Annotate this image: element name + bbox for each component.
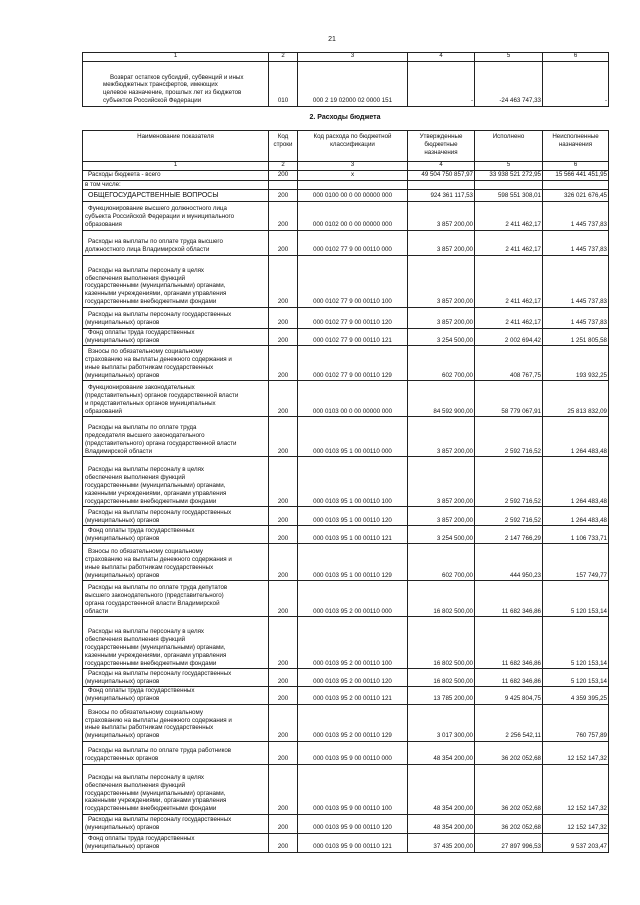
budget-classification-code: 000 0102 00 0 00 00000 000: [298, 201, 408, 230]
executed-amount: 2 411 462,17: [475, 230, 543, 255]
line-code: 200: [269, 544, 298, 581]
expense-row: [83, 230, 609, 255]
approved-amount: 16 802 500,00: [408, 669, 475, 687]
executed-amount: 36 202 052,68: [475, 814, 543, 833]
expense-row: [83, 255, 609, 307]
expense-row: [83, 581, 609, 617]
budget-classification-code: [298, 180, 408, 189]
indicator-name: Расходы на выплаты по оплате труда депутатов высшего законодательного (представительного) органа государственной власти Владимирской области: [83, 581, 269, 617]
header-indicator-name: Наименование показателя: [83, 131, 269, 162]
budget-classification-code: 000 0103 95 1 00 00110 100: [298, 457, 408, 507]
indicator-name: Расходы на выплаты персоналу в целях обеспечения выполнения функций государственными (муниципальными) органами, казенными учреждениями, органами управления государственными внебюджетными фондами: [83, 617, 269, 669]
approved-amount: 3 857 200,00: [408, 307, 475, 328]
executed-amount: 27 897 996,53: [475, 833, 543, 852]
expense-row: [83, 417, 609, 457]
approved-amount: 3 857 200,00: [408, 457, 475, 507]
executed-amount: [475, 180, 543, 189]
budget-classification-code: 000 0103 95 2 00 00110 121: [298, 687, 408, 705]
line-code: 200: [269, 417, 298, 457]
column-number: 5: [475, 53, 543, 62]
approved-amount: 3 254 500,00: [408, 526, 475, 544]
unexecuted-amount: 12 152 147,32: [543, 741, 609, 764]
indicator-name: Расходы на выплаты по оплате труда работников государственных органов: [83, 741, 269, 764]
indicator-name: Фонд оплаты труда государственных (муниципальных) органов: [83, 328, 269, 346]
budget-classification-code: 000 0102 77 9 00 00110 121: [298, 328, 408, 346]
unexecuted-amount: 15 566 441 451,95: [543, 171, 609, 181]
indicator-name: Расходы на выплаты персоналу государственных (муниципальных) органов: [83, 507, 269, 526]
approved-amount: [408, 180, 475, 189]
expense-row: [83, 457, 609, 507]
approved-amount: 3 254 500,00: [408, 328, 475, 346]
approved-amount: 48 354 200,00: [408, 814, 475, 833]
budget-classification-code: 000 0103 95 2 00 00110 100: [298, 617, 408, 669]
header-row: [83, 131, 609, 162]
indicator-name: Расходы на выплаты персоналу государственных (муниципальных) органов: [83, 307, 269, 328]
executed-amount: 2 592 716,52: [475, 457, 543, 507]
column-number: 2: [269, 162, 298, 171]
line-code: 200: [269, 255, 298, 307]
expense-row: [83, 201, 609, 230]
approved-amount: 602 700,00: [408, 544, 475, 581]
line-code: 200: [269, 617, 298, 669]
column-number-row: [83, 162, 609, 171]
unexecuted-amount: 12 152 147,32: [543, 814, 609, 833]
budget-classification-code: 000 0103 95 2 00 00110 129: [298, 704, 408, 741]
column-number: 4: [408, 53, 475, 62]
expense-row: [83, 180, 609, 189]
unexecuted-amount: 1 106 733,71: [543, 526, 609, 544]
indicator-name: Функционирование высшего должностного лица субъекта Российской Федерации и муниципального образования: [83, 201, 269, 230]
indicator-name: Фонд оплаты труда государственных (муниципальных) органов: [83, 526, 269, 544]
unexecuted-amount: 9 537 203,47: [543, 833, 609, 852]
executed-amount: 2 411 462,17: [475, 307, 543, 328]
executed-amount: 36 202 052,68: [475, 741, 543, 764]
executed-amount: 33 938 521 272,95: [475, 171, 543, 181]
indicator-name: Расходы на выплаты персоналу в целях обеспечения выполнения функций государственными (муниципальными) органами, казенными учреждениями, органами управления государственными внебюджетными фондами: [83, 764, 269, 814]
executed-amount: 444 950,23: [475, 544, 543, 581]
indicator-name: Взносы по обязательному социальному страхованию на выплаты денежного содержания и иные выплаты работникам государственных (муниципальных) органов: [83, 346, 269, 381]
expense-row: [83, 687, 609, 705]
column-number: 3: [298, 162, 408, 171]
expense-row: [83, 669, 609, 687]
indicator-name: Расходы на выплаты персоналу в целях обеспечения выполнения функций государственными (муниципальными) органами, казенными учреждениями, органами управления государственными внебюджетными фондами: [83, 255, 269, 307]
line-code: 200: [269, 814, 298, 833]
expense-row: [83, 346, 609, 381]
expense-row: [83, 814, 609, 833]
unexecuted-amount: 1 445 737,83: [543, 307, 609, 328]
approved-amount: -: [408, 61, 475, 106]
approved-amount: 48 354 200,00: [408, 764, 475, 814]
approved-amount: 16 802 500,00: [408, 617, 475, 669]
expense-row: [83, 328, 609, 346]
line-code: 200: [269, 171, 298, 181]
indicator-name: Фонд оплаты труда государственных (муниципальных) органов: [83, 833, 269, 852]
executed-amount: -24 463 747,33: [475, 61, 543, 106]
executed-amount: 408 767,75: [475, 346, 543, 381]
line-code: 200: [269, 307, 298, 328]
budget-classification-code: x: [298, 171, 408, 181]
income-continuation-table: [82, 52, 609, 107]
budget-classification-code: 000 0103 00 0 00 00000 000: [298, 381, 408, 417]
executed-amount: 58 779 067,91: [475, 381, 543, 417]
line-code: 200: [269, 764, 298, 814]
unexecuted-amount: 12 152 147,32: [543, 764, 609, 814]
executed-amount: 9 425 804,75: [475, 687, 543, 705]
column-number: 3: [298, 53, 408, 62]
unexecuted-amount: 326 021 676,45: [543, 189, 609, 201]
approved-amount: 3 857 200,00: [408, 507, 475, 526]
line-code: 200: [269, 581, 298, 617]
expense-row: [83, 171, 609, 181]
indicator-name: Расходы на выплаты по оплате труда председателя высшего законодательного (представительного) органа государственной власти Владимирской области: [83, 417, 269, 457]
budget-classification-code: 000 0103 95 1 00 00110 120: [298, 507, 408, 526]
budget-classification-code: 000 0100 00 0 00 00000 000: [298, 189, 408, 201]
approved-amount: 3 857 200,00: [408, 255, 475, 307]
line-code: 200: [269, 328, 298, 346]
column-number-row: [83, 53, 609, 62]
expense-row: [83, 704, 609, 741]
approved-amount: 924 361 117,53: [408, 189, 475, 201]
budget-classification-code: 000 0102 77 9 00 00110 000: [298, 230, 408, 255]
expenses-table: [82, 130, 609, 853]
indicator-name: ОБЩЕГОСУДАРСТВЕННЫЕ ВОПРОСЫ: [83, 189, 269, 201]
budget-classification-code: 000 0102 77 9 00 00110 100: [298, 255, 408, 307]
expense-row: [83, 189, 609, 201]
approved-amount: 3 857 200,00: [408, 201, 475, 230]
unexecuted-amount: [543, 180, 609, 189]
line-code: 200: [269, 230, 298, 255]
unexecuted-amount: 193 932,25: [543, 346, 609, 381]
line-code: 200: [269, 381, 298, 417]
line-code: 200: [269, 669, 298, 687]
budget-classification-code: 000 0103 95 2 00 00110 000: [298, 581, 408, 617]
budget-classification-code: 000 0103 95 9 00 00110 120: [298, 814, 408, 833]
expense-row: [83, 764, 609, 814]
line-code: 200: [269, 457, 298, 507]
indicator-name: Расходы бюджета - всего: [83, 171, 269, 181]
approved-amount: 84 592 900,00: [408, 381, 475, 417]
line-code: 200: [269, 704, 298, 741]
expense-row: [83, 526, 609, 544]
approved-amount: 48 354 200,00: [408, 741, 475, 764]
section-heading: 2. Расходы бюджета: [309, 114, 381, 121]
budget-classification-code: 000 0103 95 9 00 00110 100: [298, 764, 408, 814]
budget-classification-code: 000 0103 95 9 00 00110 121: [298, 833, 408, 852]
expense-row: [83, 833, 609, 852]
executed-amount: 2 411 462,17: [475, 201, 543, 230]
indicator-name: в том числе:: [83, 180, 269, 189]
line-code: 200: [269, 741, 298, 764]
indicator-name: Фонд оплаты труда государственных (муниципальных) органов: [83, 687, 269, 705]
line-code: 200: [269, 201, 298, 230]
executed-amount: 36 202 052,68: [475, 764, 543, 814]
line-code: 200: [269, 507, 298, 526]
unexecuted-amount: -: [543, 61, 609, 106]
approved-amount: 3 857 200,00: [408, 417, 475, 457]
approved-amount: 37 435 200,00: [408, 833, 475, 852]
approved-amount: 13 785 200,00: [408, 687, 475, 705]
unexecuted-amount: 1 251 805,58: [543, 328, 609, 346]
unexecuted-amount: 1 445 737,83: [543, 230, 609, 255]
indicator-name: Расходы на выплаты по оплате труда высшего должностного лица Владимирской области: [83, 230, 269, 255]
unexecuted-amount: 760 757,89: [543, 704, 609, 741]
page-number: 21: [328, 36, 336, 43]
indicator-name: Расходы на выплаты персоналу в целях обеспечения выполнения функций государственными (муниципальными) органами, казенными учреждениями, органами управления государственными внебюджетными фондами: [83, 457, 269, 507]
line-code: [269, 180, 298, 189]
budget-classification-code: 000 0103 95 2 00 00110 120: [298, 669, 408, 687]
indicator-name: Функционирование законодательных (представительных) органов государственной власти и представительных органов муниципальных образований: [83, 381, 269, 417]
unexecuted-amount: 1 264 483,48: [543, 417, 609, 457]
unexecuted-amount: 1 264 483,48: [543, 507, 609, 526]
expense-row: [83, 544, 609, 581]
budget-classification-code: 000 0103 95 1 00 00110 000: [298, 417, 408, 457]
line-code: 200: [269, 526, 298, 544]
line-code: 010: [269, 61, 298, 106]
executed-amount: 2 592 716,52: [475, 507, 543, 526]
expense-row: [83, 381, 609, 417]
approved-amount: 602 700,00: [408, 346, 475, 381]
executed-amount: 11 682 346,86: [475, 617, 543, 669]
unexecuted-amount: 25 813 832,09: [543, 381, 609, 417]
budget-classification-code: 000 0103 95 9 00 00110 000: [298, 741, 408, 764]
executed-amount: 2 147 766,29: [475, 526, 543, 544]
unexecuted-amount: 1 264 483,48: [543, 457, 609, 507]
header-executed: Исполнено: [475, 131, 543, 162]
executed-amount: 2 592 716,52: [475, 417, 543, 457]
unexecuted-amount: 5 120 153,14: [543, 669, 609, 687]
approved-amount: 3 857 200,00: [408, 230, 475, 255]
indicator-name: Взносы по обязательному социальному страхованию на выплаты денежного содержания и иные выплаты работникам государственных (муниципальных) органов: [83, 544, 269, 581]
unexecuted-amount: 1 445 737,83: [543, 255, 609, 307]
approved-amount: 49 504 750 857,97: [408, 171, 475, 181]
indicator-name: Взносы по обязательному социальному страхованию на выплаты денежного содержания и иные выплаты работникам государственных (муниципальных) органов: [83, 704, 269, 741]
approved-amount: 16 802 500,00: [408, 581, 475, 617]
unexecuted-amount: 1 445 737,83: [543, 201, 609, 230]
header-unexecuted: Неисполненные назначения: [543, 131, 609, 162]
indicator-name: Расходы на выплаты персоналу государственных (муниципальных) органов: [83, 669, 269, 687]
budget-classification-code: 000 0103 95 1 00 00110 129: [298, 544, 408, 581]
unexecuted-amount: 157 749,77: [543, 544, 609, 581]
column-number: 4: [408, 162, 475, 171]
approved-amount: 3 017 300,00: [408, 704, 475, 741]
unexecuted-amount: 5 120 153,14: [543, 581, 609, 617]
budget-classification-code: 000 0102 77 9 00 00110 129: [298, 346, 408, 381]
header-line-code: Код строки: [269, 131, 298, 162]
line-code: 200: [269, 687, 298, 705]
line-code: 200: [269, 833, 298, 852]
column-number: 1: [83, 162, 269, 171]
unexecuted-amount: 5 120 153,14: [543, 617, 609, 669]
income-row: [83, 61, 609, 106]
unexecuted-amount: 4 359 395,25: [543, 687, 609, 705]
column-number: 6: [543, 162, 609, 171]
expense-row: [83, 741, 609, 764]
line-code: 200: [269, 346, 298, 381]
column-number: 1: [83, 53, 269, 62]
header-classification-code: Код расхода по бюджетной классификации: [298, 131, 408, 162]
expense-row: [83, 507, 609, 526]
column-number: 6: [543, 53, 609, 62]
indicator-name: Возврат остатков субсидий, субвенций и иных межбюджетных трансфертов, имеющих целевое назначение, прошлых лет из бюджетов субъектов Российской Федерации: [83, 61, 269, 106]
expense-row: [83, 617, 609, 669]
column-number: 5: [475, 162, 543, 171]
column-number: 2: [269, 53, 298, 62]
executed-amount: 598 551 308,01: [475, 189, 543, 201]
header-approved: Утвержденные бюджетные назначения: [408, 131, 475, 162]
expense-row: [83, 307, 609, 328]
executed-amount: 2 002 694,42: [475, 328, 543, 346]
line-code: 200: [269, 189, 298, 201]
budget-classification-code: 000 0102 77 9 00 00110 120: [298, 307, 408, 328]
executed-amount: 11 682 346,86: [475, 669, 543, 687]
budget-classification-code: 000 0103 95 1 00 00110 121: [298, 526, 408, 544]
income-classification-code: 000 2 19 02000 02 0000 151: [298, 61, 408, 106]
executed-amount: 2 411 462,17: [475, 255, 543, 307]
executed-amount: 11 682 346,86: [475, 581, 543, 617]
executed-amount: 2 256 542,11: [475, 704, 543, 741]
indicator-name: Расходы на выплаты персоналу государственных (муниципальных) органов: [83, 814, 269, 833]
